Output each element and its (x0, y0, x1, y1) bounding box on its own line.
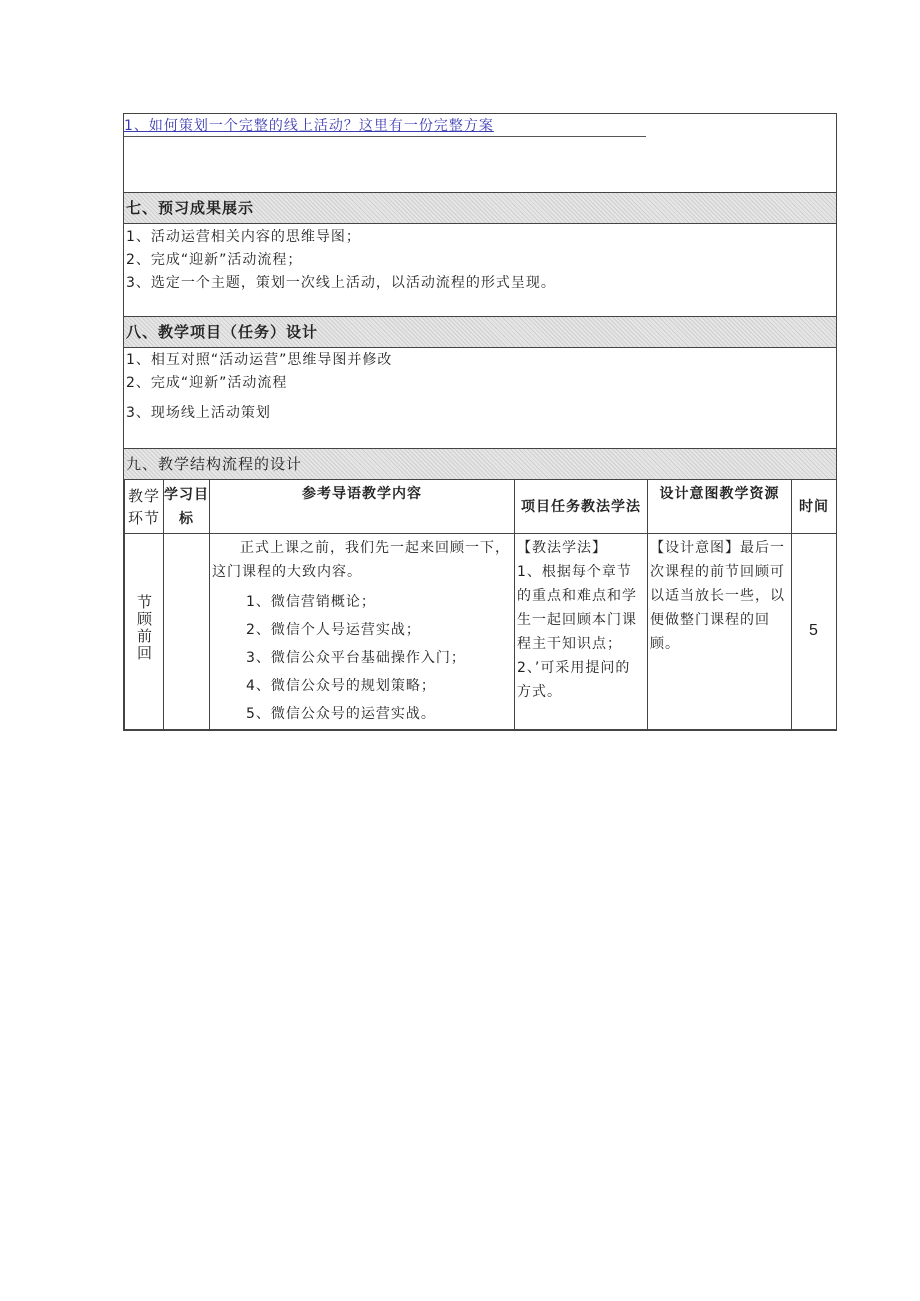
section7-item: 2、完成“迎新”活动流程； (126, 252, 303, 268)
content-item: 1、微信营销概论； (246, 594, 376, 610)
section9-header (124, 448, 836, 480)
section8-item: 3、现场线上活动策划 (126, 405, 271, 421)
content-item: 2、微信个人号运营实战； (246, 622, 421, 638)
section7-header (124, 192, 836, 224)
table-row (125, 534, 837, 730)
section8-header (124, 316, 836, 348)
section7-body (124, 224, 836, 316)
link-section (124, 114, 836, 192)
method-line: 【教法学法】 (517, 540, 607, 556)
lesson-plan-form (123, 113, 837, 731)
section8-item: 2、完成“迎新”活动流程 (126, 375, 288, 391)
content-item: 5、微信公众号的运营实战。 (246, 706, 436, 722)
section7-item: 3、选定一个主题，策划一次线上活动，以活动流程的形式呈现。 (126, 275, 556, 291)
row-time: 5 (792, 534, 837, 730)
header-design: 设计意图教学资源 (648, 480, 792, 534)
table-header-row (125, 480, 837, 534)
plan-link-text[interactable]: 1、如何策划一个完整的线上活动？这里有一份完整方案 (124, 118, 494, 134)
header-content: 参考导语教学内容 (210, 480, 515, 534)
section8-title: 八、教学项目（任务）设计 (126, 323, 319, 341)
row-content (210, 534, 515, 730)
content-item: 4、微信公众号的规划策略； (246, 678, 436, 694)
row-goal (164, 534, 210, 730)
header-method: 项目任务教法学法 (515, 480, 648, 534)
row-design (648, 534, 792, 730)
content-item: 3、微信公众平台基础操作入门； (246, 650, 466, 666)
section8-body (124, 348, 836, 448)
row-stage: 节顾前回 (125, 534, 164, 730)
row-method (515, 534, 648, 730)
header-goal: 学习目标 (164, 480, 210, 534)
design-text: 【设计意图】最后一次课程的前节回顾可以适当放长一些，以便做整门课程的回顾。 (650, 540, 785, 652)
header-stage: 教学环节 (125, 480, 164, 534)
section9-title: 九、教学结构流程的设计 (126, 455, 303, 473)
section7-item: 1、活动运营相关内容的思维导图； (126, 229, 361, 245)
section8-item: 1、相互对照“活动运营”思维导图并修改 (126, 352, 393, 368)
section7-title: 七、预习成果展示 (126, 199, 255, 217)
method-line: 2、’可采用提问的方式。 (517, 660, 631, 700)
header-time: 时间 (792, 480, 837, 534)
content-intro: 正式上课之前，我们先一起来回顾一下，这门课程的大致内容。 (212, 540, 510, 580)
plan-link[interactable] (124, 116, 646, 137)
teaching-structure-table (124, 479, 837, 730)
method-line: 1、根据每个章节的重点和难点和学生一起回顾本门课程主干知识点； (517, 564, 637, 652)
